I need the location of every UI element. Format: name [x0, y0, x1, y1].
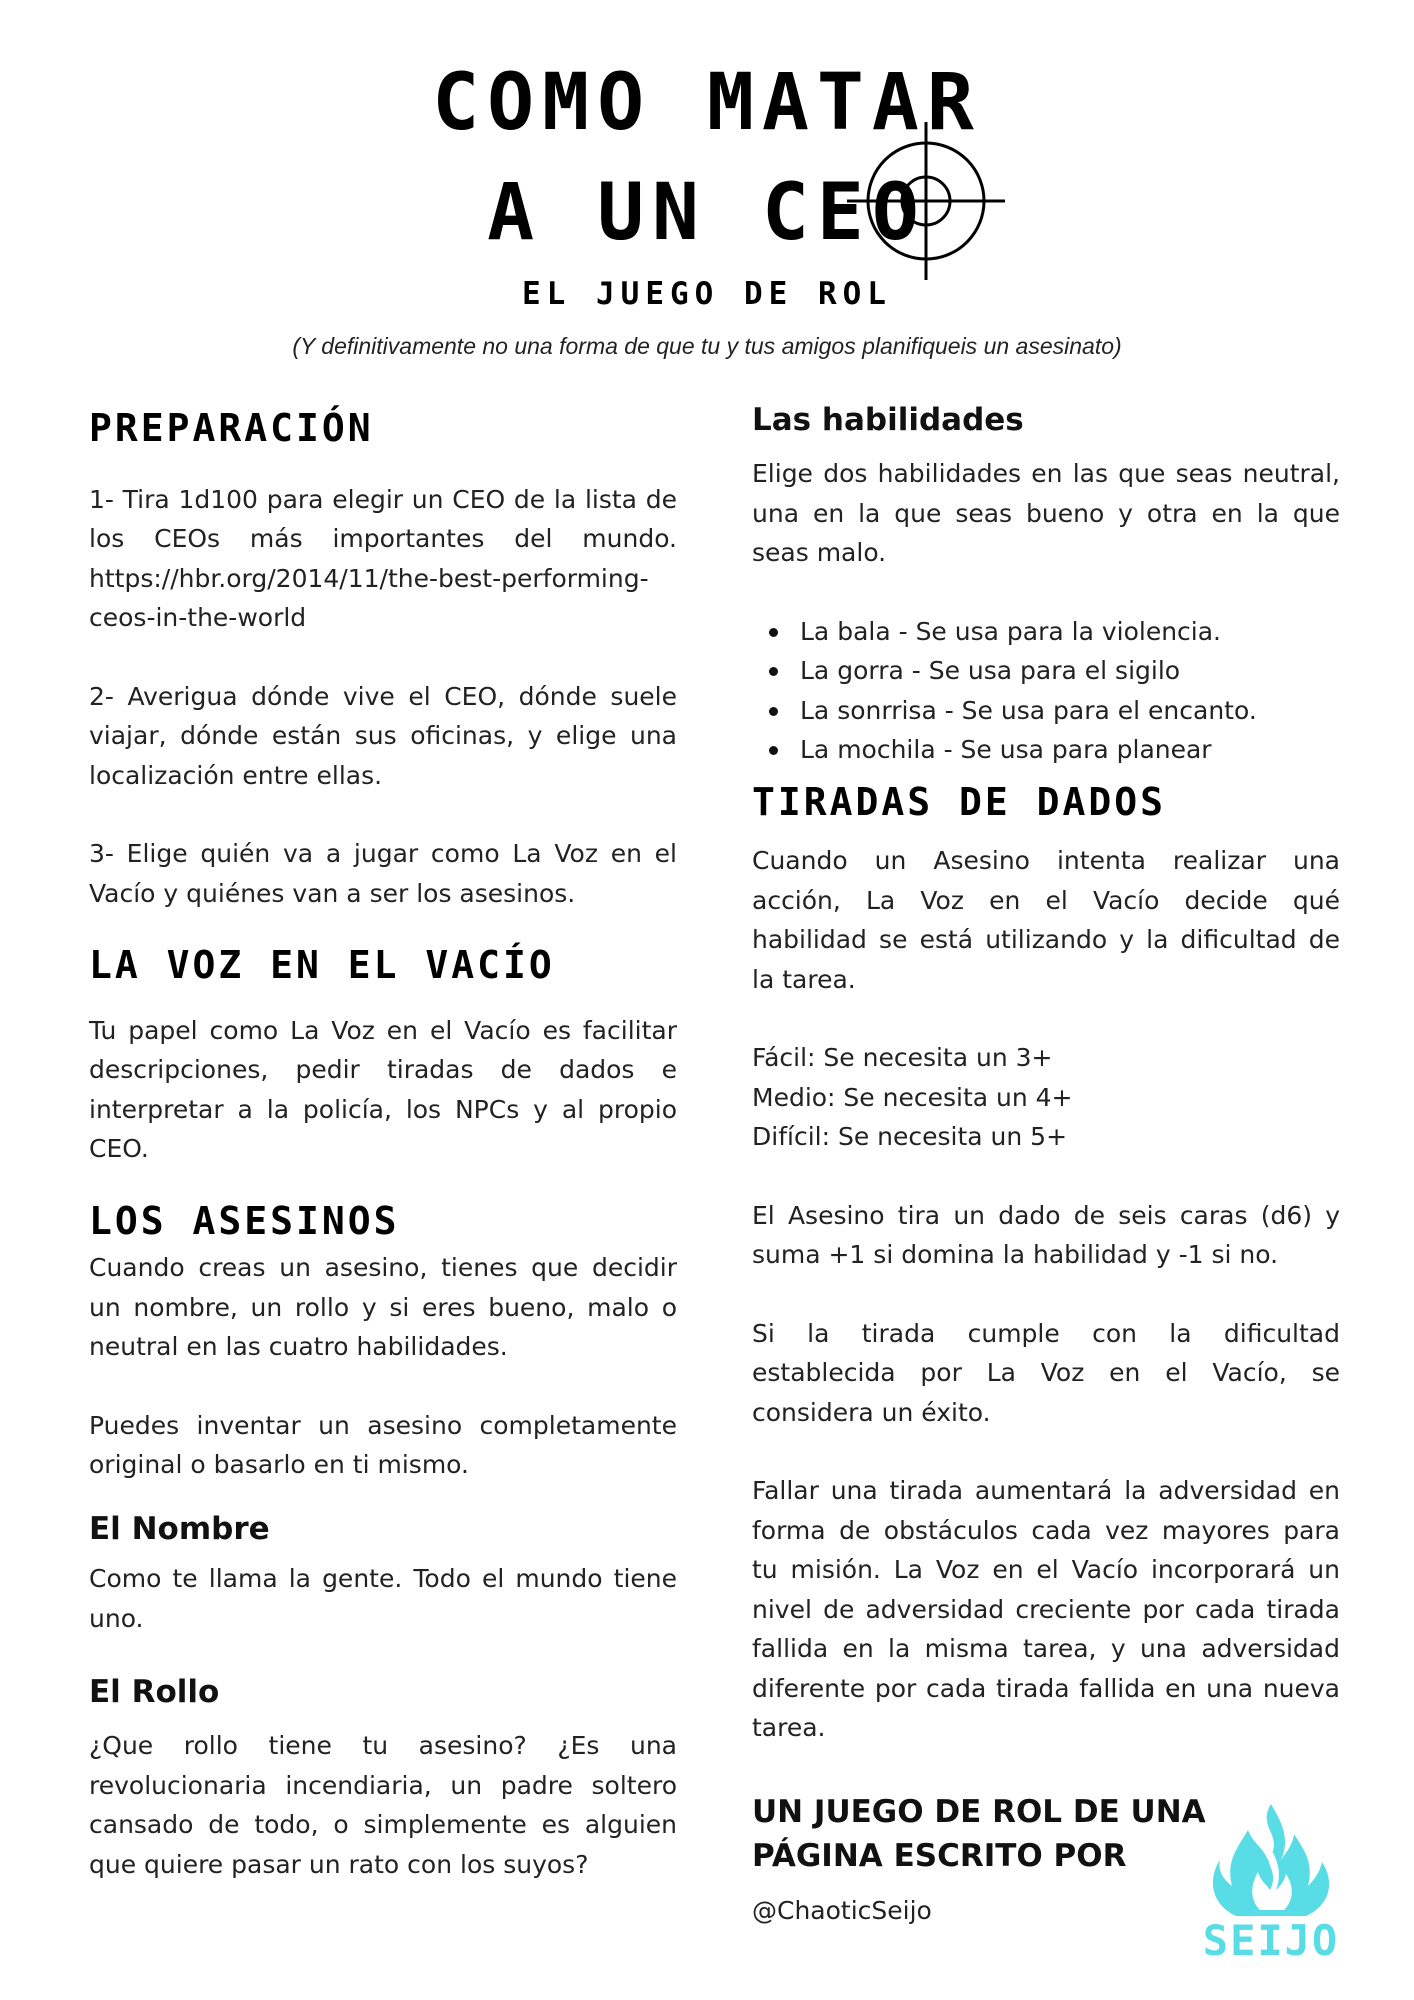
author-handle: @ChaoticSeijo: [752, 1895, 932, 1925]
difficulty-line: Medio: Se necesita un 4+: [752, 1082, 1073, 1112]
asesinos-text-2: Puedes inventar un asesino completamente original o basarlo en ti mismo.: [89, 1410, 677, 1480]
prep-step-2: 2- Averigua dónde vive el CEO, dónde suele viajar, dónde están sus oficinas, y elige una localización entre ellas.: [89, 681, 677, 790]
title-line-2: A UN CEO: [487, 168, 927, 258]
prep-step-3: 3- Elige quién va a jugar como La Voz en el Vacío y quiénes van a ser los asesinos.: [89, 839, 677, 908]
heading-voz: LA VOZ EN EL VACÍO: [89, 943, 555, 988]
skill-item: La gorra - Se usa para el sigilo: [752, 651, 1340, 691]
heading-nombre: El Nombre: [89, 1510, 270, 1547]
title-line-1: COMO MATAR: [432, 58, 982, 148]
difficulty-line: Fácil: Se necesita un 3+: [752, 1043, 1053, 1073]
skill-item: La bala - Se usa para la violencia.: [752, 612, 1340, 652]
logo-text: SEIJO: [1202, 1916, 1340, 1965]
right-column: [752, 390, 1340, 1925]
tiradas-text-4: Fallar una tirada aumentará la adversidad en forma de obstáculos cada vez mayores para tu misión. La Voz en el Vacío incorporará un nivel de adversidad creciente por cada tirada fallida en la misma tarea, y una adversidad diferente por cada tirada fallida en una nueva tarea.: [752, 1476, 1340, 1743]
heading-habilidades: Las habilidades: [752, 402, 1024, 438]
difficulty-list: [752, 1038, 1340, 1157]
heading-tiradas: TIRADAS DE DADOS: [752, 779, 1167, 824]
prep-step-1: 1- Tira 1d100 para elegir un CEO de la lista de los CEOs más importantes del mundo. https://hbr.org/2014/11/the-best-performing-ceos-in-the-world: [89, 484, 677, 633]
subtitle: (Y definitivamente no una forma de que tu y tus amigos planifiqueis un asesinato): [292, 333, 1122, 359]
rollo-text: ¿Que rollo tiene tu asesino? ¿Es una revolucionaria incendiaria, un padre soltero cansado de todo, o simplemente es alguien que quiere pasar un rato con los suyos?: [89, 1731, 677, 1879]
skill-item: La mochila - Se usa para planear: [752, 730, 1340, 770]
nombre-text: Como te llama la gente. Todo el mundo tiene uno.: [89, 1564, 677, 1633]
skills-list: [752, 612, 1340, 770]
voz-text: Tu papel como La Voz en el Vacío es facilitar descripciones, pedir tiradas de dados e interpretar a la policía, los NPCs y al propio CEO.: [89, 1015, 677, 1164]
heading-rollo: El Rollo: [89, 1674, 220, 1711]
crosshair-icon: [845, 120, 1007, 282]
difficulty-line: Difícil: Se necesita un 5+: [752, 1122, 1068, 1152]
tiradas-text-2: El Asesino tira un dado de seis caras (d6) y suma +1 si domina la habilidad y -1 si no.: [752, 1200, 1340, 1270]
tiradas-text-3: Si la tirada cumple con la dificultad establecida por La Voz en el Vacío, se considera un éxito.: [752, 1318, 1340, 1427]
tiradas-text-1: Cuando un Asesino intenta realizar una acción, La Voz en el Vacío decide qué habilidad se está utilizando y la dificultad de la tarea.: [752, 846, 1340, 994]
left-column: [89, 390, 677, 1884]
title-line-3: EL JUEGO DE ROL: [522, 276, 892, 312]
heading-preparacion: PREPARACIÓN: [89, 406, 374, 450]
flame-logo-icon: [1196, 1800, 1346, 1920]
skill-item: La sonrrisa - Se usa para el encanto.: [752, 691, 1340, 731]
credits-line: UN JUEGO DE ROL DE UNA PÁGINA ESCRITO POR: [752, 1793, 1206, 1874]
habilidades-text: Elige dos habilidades en las que seas neutral, una en la que seas bueno y otra en la que seas malo.: [752, 459, 1340, 568]
heading-asesinos: LOS ASESINOS: [89, 1198, 400, 1243]
seijo-logo: [1196, 1800, 1346, 1968]
asesinos-text-1: Cuando creas un asesino, tienes que decidir un nombre, un rollo y si eres bueno, malo o neutral en las cuatro habilidades.: [89, 1253, 677, 1362]
